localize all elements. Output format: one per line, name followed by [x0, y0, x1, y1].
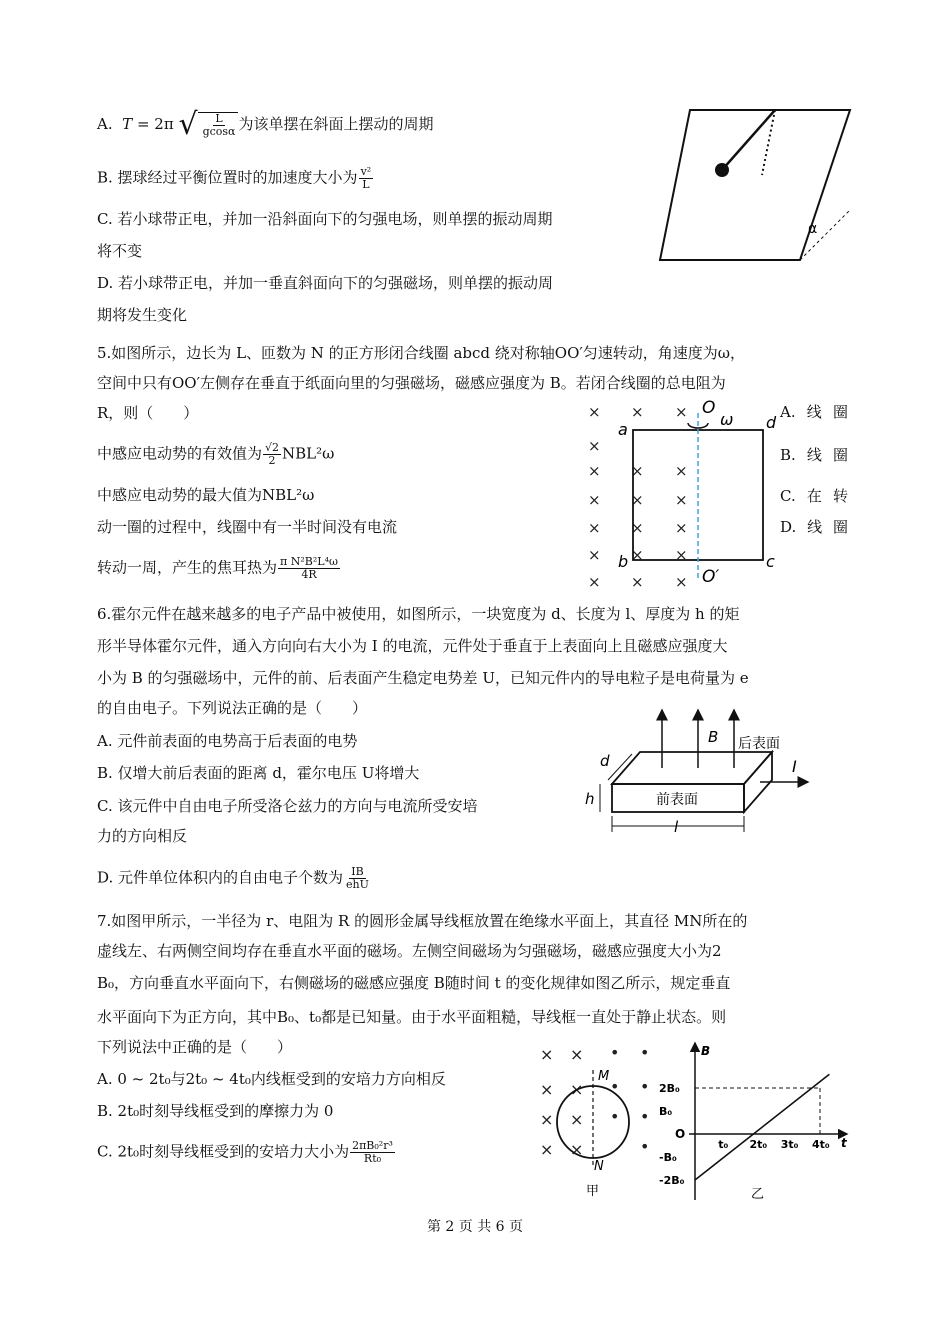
length-label: l: [674, 818, 679, 836]
q7-stem-line5: 下列说法中正确的是（ ）: [97, 1038, 293, 1056]
q5-stem-line1: 5.如图所示，边长为 L、匝数为 N 的正方形闭合线圈 abcd 绕对称轴OO′匀速转动，角速度为ω，: [97, 344, 746, 362]
x-tick-label: 4t₀: [812, 1138, 830, 1151]
field-dot: •: [610, 1043, 620, 1062]
corner-c-label: c: [766, 552, 775, 571]
equilibrium-line: [762, 110, 775, 175]
q5-stem-line2: 空间中只有OO′左侧存在垂直于纸面向里的匀强磁场，磁感应强度为 B。若闭合线圈的总电阻为: [97, 374, 726, 392]
q5-stem-line3: R，则（ ）: [97, 404, 199, 422]
b-axis-label: B: [701, 1044, 711, 1058]
q7-stem-line4: 水平面向下为正方向，其中B₀、t₀都是已知量。由于水平面粗糙，导线框一直处于静止状态。则: [97, 1008, 727, 1026]
q7-option-a: A. 0 ~ 2t₀与2t₀ ~ 4t₀内线框受到的安培力方向相反: [97, 1070, 446, 1088]
field-x: ×: [631, 546, 644, 564]
axis-O-label: O: [702, 398, 716, 418]
field-x: ×: [570, 1110, 584, 1129]
q7-figure-yi: [655, 1035, 855, 1205]
t-axis-label: t: [841, 1136, 847, 1150]
q5-right-c: C. 在 转: [780, 487, 848, 505]
front-face-label: 前表面: [656, 792, 698, 808]
q7-option-b: B. 2t₀时刻导线框受到的摩擦力为 0: [97, 1102, 334, 1120]
q6-hall-element-figure: [580, 700, 840, 840]
field-x: ×: [588, 573, 601, 591]
b-label: B: [708, 728, 719, 746]
thickness-label: h: [585, 790, 595, 808]
q7-figure-jia: [530, 1040, 660, 1200]
field-x: ×: [588, 519, 601, 537]
field-x: ×: [540, 1045, 554, 1064]
q4-incline-figure: [650, 100, 860, 270]
pendulum-string: [722, 110, 775, 170]
field-x: ×: [540, 1110, 554, 1129]
q4-option-d-line2: 期将发生变化: [97, 306, 188, 324]
q6-option-c-line2: 力的方向相反: [97, 827, 188, 845]
x-tick-label: 2t₀: [749, 1138, 768, 1151]
q6-option-a: A. 元件前表面的电势高于后表面的电势: [97, 732, 358, 750]
N-label: N: [594, 1159, 604, 1174]
field-x: ×: [631, 573, 644, 591]
q4-option-d-line1: D. 若小球带正电，并加一垂直斜面向下的匀强磁场，则单摆的振动周: [97, 274, 554, 292]
pendulum-bob: [715, 163, 729, 177]
axis-Oprime-label: O′: [702, 567, 720, 587]
field-x: ×: [675, 519, 688, 537]
width-label: d: [600, 752, 610, 770]
corner-d-label: d: [766, 413, 777, 432]
corner-a-label: a: [618, 420, 628, 439]
field-dot: •: [640, 1137, 650, 1156]
field-x: ×: [631, 491, 644, 509]
field-x: ×: [570, 1140, 584, 1159]
field-dot: •: [640, 1107, 650, 1126]
field-dot: •: [610, 1107, 620, 1126]
q6-stem-line2: 形半导体霍尔元件，通入方向向右大小为 I 的电流，元件处于垂直于上表面向上且磁感应强度大: [97, 637, 728, 655]
field-x: ×: [675, 573, 688, 591]
field-x: ×: [570, 1080, 584, 1099]
b-t-graph-line: [695, 1074, 829, 1180]
q6-option-c-line1: C. 该元件中自由电子所受洛仑兹力的方向与电流所受安培: [97, 797, 478, 815]
field-dot: •: [640, 1043, 650, 1062]
field-x: ×: [570, 1045, 584, 1064]
figure-yi-label: 乙: [751, 1187, 765, 1202]
current-label: I: [792, 757, 797, 776]
field-x: ×: [675, 491, 688, 509]
q5-option-a-text: 中感应电动势的有效值为 $\frac{√2}{2}$ NBL²ω: [97, 441, 335, 467]
sqrt-expression: √ $\frac{L}{gcos\alpha}$: [178, 110, 238, 140]
page-footer: 第 2 页 共 6 页: [426, 1219, 524, 1235]
figure-jia-label: 甲: [586, 1184, 600, 1199]
x-tick-label: 3t₀: [780, 1138, 799, 1151]
origin-label: O: [675, 1127, 686, 1141]
field-x: ×: [675, 403, 688, 421]
q5-coil-figure: [580, 395, 780, 595]
q6-option-b: B. 仅增大前后表面的距离 d，霍尔电压 U将增大: [97, 764, 420, 782]
q5-option-d-text: 转动一周，产生的焦耳热为 $\frac{\text{π N²B²L⁴ω}}{4R}$: [97, 555, 338, 581]
q6-stem-line3: 小为 B 的匀强磁场中，元件的前、后表面产生稳定电势差 U，已知元件内的导电粒子是电荷量为 e: [97, 669, 749, 687]
alpha-label: α: [808, 221, 818, 237]
q5-option-b-text: 中感应电动势的最大值为NBL²ω: [97, 486, 315, 504]
q7-stem-line1: 7.如图甲所示，一半径为 r、电阻为 R 的圆形金属导线框放置在绝缘水平面上，其直径 MN所在的: [97, 912, 748, 930]
field-dot: •: [640, 1077, 650, 1096]
field-x: ×: [631, 462, 644, 480]
M-label: M: [598, 1069, 610, 1084]
q6-stem-line1: 6.霍尔元件在越来越多的电子产品中被使用，如图所示，一块宽度为 d、长度为 l、厚度为 h 的矩: [97, 605, 740, 623]
field-x: ×: [675, 462, 688, 480]
field-x: ×: [588, 462, 601, 480]
q5-right-a: A. 线 圈: [780, 403, 848, 421]
back-face-label: 后表面: [738, 736, 780, 752]
y-tick-label: B₀: [659, 1105, 673, 1118]
field-x: ×: [588, 437, 601, 455]
q4-option-c-line1: C. 若小球带正电，并加一沿斜面向下的匀强电场，则单摆的振动周期: [97, 210, 553, 228]
corner-b-label: b: [618, 552, 629, 571]
field-x: ×: [540, 1140, 554, 1159]
q5-right-b: B. 线 圈: [780, 446, 848, 464]
field-x: ×: [588, 546, 601, 564]
y-tick-label: -B₀: [659, 1151, 677, 1164]
q7-stem-line3: B₀，方向垂直水平面向下，右侧磁场的磁感应强度 B随时间 t 的变化规律如图乙所示，规定垂直: [97, 974, 731, 992]
field-x: ×: [631, 519, 644, 537]
q5-option-c-text: 动一圈的过程中，线圈中有一半时间没有电流: [97, 518, 398, 536]
q6-option-d: D. 元件单位体积内的自由电子个数为 $\frac{IB}{\text{ehU}}$: [97, 865, 369, 891]
q6-stem-line4: 的自由电子。下列说法正确的是（ ）: [97, 699, 368, 717]
x-tick-label: t₀: [718, 1138, 729, 1151]
omega-label: ω: [720, 410, 734, 429]
q5-right-d: D. 线 圈: [780, 518, 848, 536]
field-dot: •: [610, 1077, 620, 1096]
q4-option-a: A. T = 2π √ $\frac{L}{gcos\alpha}$ 为该单摆在斜面上摆动的周期: [97, 107, 434, 142]
field-x: ×: [588, 403, 601, 421]
field-x: ×: [631, 403, 644, 421]
y-tick-label: 2B₀: [659, 1082, 680, 1095]
q7-option-c: C. 2t₀时刻导线框受到的安培力大小为 $\frac{\text{2πB₀²r³}}{\text{Rt₀}}$: [97, 1139, 393, 1165]
field-x: ×: [675, 546, 688, 564]
q4-option-b: B. 摆球经过平衡位置时的加速度大小为 $\frac{\text{v²}}{L}$: [97, 165, 372, 191]
q7-stem-line2: 虚线左、右两侧空间均存在垂直水平面的磁场。左侧空间磁场为匀强磁场，磁感应强度大小为2: [97, 942, 722, 960]
field-x: ×: [588, 491, 601, 509]
field-x: ×: [540, 1080, 554, 1099]
q4-option-c-line2: 将不变: [97, 242, 143, 260]
y-tick-label: -2B₀: [659, 1174, 685, 1187]
